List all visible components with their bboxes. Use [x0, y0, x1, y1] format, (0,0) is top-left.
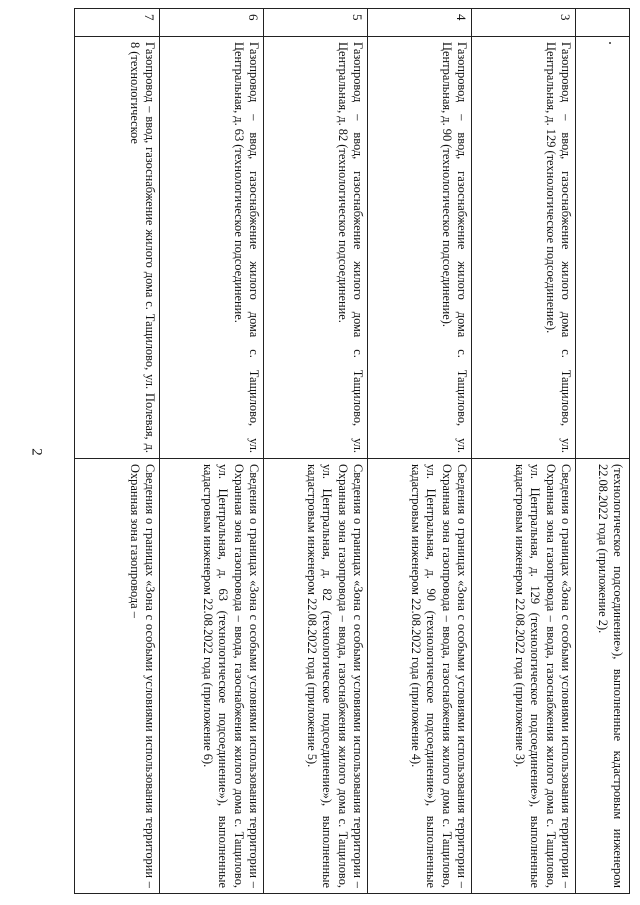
object-cell — [576, 37, 630, 459]
row-number: 7 — [75, 9, 160, 37]
table-row — [264, 9, 368, 894]
object-cell: Газопровод – ввод, газоснабжение жилого дома с. Тащилово, ул. Полевая, д. 8 (технологическое — [75, 37, 160, 459]
object-cell: Газопровод – ввод, газоснабжение жилого дома с. Тащилово, ул. Центральная, д. 82 (технологическое подсоединение. — [264, 37, 368, 459]
info-cell: Сведения о границах «Зона с особыми условиями использования территории – Охранная зона газопровода – — [75, 459, 160, 894]
info-cell: Сведения о границах «Зона с особыми условиями использования территории – Охранная зона газопровода – ввода, газоснабжения жилого дома с. Тащилово, ул. Центральная, д. 129 (технологическое подсоединение»), выполненные кадастровым инженером 22.08.2022 года (приложение 3). — [472, 459, 576, 894]
table-row — [160, 9, 264, 894]
table-row — [75, 9, 160, 894]
row-number: 4 — [368, 9, 472, 37]
info-cell: (технологическое подсоединение»), выполненные кадастровым инженером 22.08.2022 года (приложение 2). — [576, 459, 630, 894]
info-cell: Сведения о границах «Зона с особыми условиями использования территории – Охранная зона газопровода – ввода, газоснабжения жилого дома с. Тащилово, ул. Центральная, д. 63 (технологическое подсоединение»), выполненные кадастровым инженером 22.08.2022 года (приложение 6). — [160, 459, 264, 894]
rotated-table-container — [75, 8, 630, 893]
row-number — [576, 9, 630, 37]
row-number: 5 — [264, 9, 368, 37]
page-number: 2 — [28, 448, 45, 456]
row-number: 3 — [472, 9, 576, 37]
table-row — [576, 9, 630, 894]
object-cell: Газопровод – ввод, газоснабжение жилого дома с. Тащилово, ул. Центральная, д. 129 (технологическое подсоединение). — [472, 37, 576, 459]
info-cell: Сведения о границах «Зона с особыми условиями использования территории – Охранная зона газопровода – ввода, газоснабжения жилого дома с. Тащилово, ул. Центральная, д. 82 (технологическое подсоединение»), выполненные кадастровым инженером 22.08.2022 года (приложение 5). — [264, 459, 368, 894]
table-row — [368, 9, 472, 894]
zones-table — [74, 8, 630, 894]
object-cell: Газопровод – ввод, газоснабжение жилого дома с. Тащилово, ул. Центральная, д. 63 (технологическое подсоединение. — [160, 37, 264, 459]
table-row — [472, 9, 576, 894]
object-cell: Газопровод – ввод, газоснабжение жилого дома с. Тащилово, ул. Центральная, д. 90 (технологическое подсоединение). — [368, 37, 472, 459]
row-number: 6 — [160, 9, 264, 37]
info-cell: Сведения о границах «Зона с особыми условиями использования территории – Охранная зона газопровода – ввода, газоснабжения жилого дома с. Тащилово, ул. Центральная, д. 90 (технологическое подсоединение»), выполненные кадастровым инженером 22.08.2022 года (приложение 4). — [368, 459, 472, 894]
